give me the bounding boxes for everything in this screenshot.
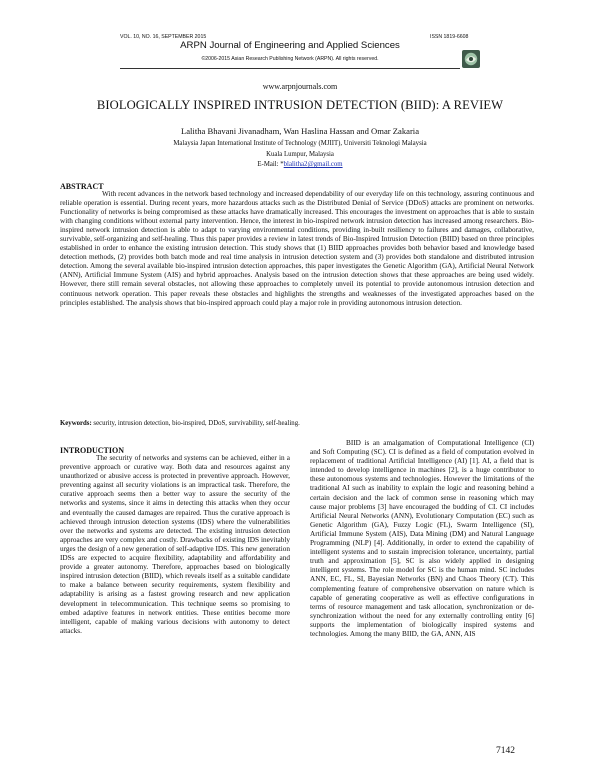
abstract-heading: ABSTRACT <box>60 182 104 191</box>
header-rule <box>120 68 460 69</box>
keywords-line <box>60 420 534 427</box>
abstract-body: With recent advances in the network based technology and increased dependability of our everyday life on this technology, assuring continuous and reliable operation is essential. During recent years, more hazardous attacks such as the Distributed Denial of Service (DDoS) attacks are prominent on networks. Functionality of networks is being compromised as these attacks have dramatically increased. This encourages the investment on approaches that is able to sustain with changing conditions without external party intervention. Hence, the interest in bio-inspired network intrusion detection has increased among researchers. Bio-inspired network intrusion detection is able to adapt to varying environmental conditions, providing in-built resiliency to failures and damages, collaborative, survivable, self-organizing and self-healing. Thus this paper provides a review in latest trends of Bio-Inspired Intrusion Detection (BIID) based on three principles established in order to enhance the existing intrusion detection. This study shows that (1) BIID approaches provides both behavior based and knowledge based detection methods, (2) provides both batch mode and real time analysis in intrusion detection system and (3) provides both standalone and distributed intrusion detection. Among the several available bio-inspired intrusion detection approaches, this paper investigates the Genetic Algorithm (GA), Artificial Neural Network (ANN), Artificial Immune System (AIS) and hybrid approaches. Analysis based on the intrusion detection shows that these approaches are being used widely. However, there still remain several obstacles, not allowing these approaches to completely unveil its potential to provide autonomous intrusion detection and continuous network operation. This paper reveals these obstacles and highlights the strengths and weaknesses of the investigated approaches based on the principles established. The analysis shows that bio-inspired approach could play a major role in providing autonomous intrusion detection. <box>60 190 534 307</box>
journal-website: www.arpnjournals.com <box>262 82 338 91</box>
introduction-heading: INTRODUCTION <box>60 446 125 455</box>
affiliation-institute: Malaysia Japan International Institute of Technology (MJIIT), Universiti Teknologi Malaysia <box>173 140 427 147</box>
journal-name: ARPN Journal of Engineering and Applied Sciences <box>180 40 400 51</box>
introduction-right-column: BIID is an amalgamation of Computational Intelligence (CI) and Soft Computing (SC). CI is defined as a field of computation evolved in replacement of traditional Artificial Intelligence (AI) [1]. AI, a field that is intended to develop intelligence in machines [2], is a huge contributor to these autonomous systems and technologies. However the limitations of the traditional AI such as inability to explain the logic and reasoning behind a certain decision and the lack of common sense in reasoning which may cause major problems [3] have encouraged the budding of CI. CI includes Artificial Neural Networks (ANN), Evolutionary Computation (EC) such as Genetic Algorithm (GA), Fuzzy Logic (FL), Swarm Intelligence (SI), Artificial Immune System (AIS), Data Mining (DM) and Natural Language Programming (NLP) [4]. Additionally, in order to extend the capability of intelligent systems and to sustain imprecision tolerance, uncertainty, partial truth and approximation [5], SC is also widely applied in designing intelligent systems. The role model for SC is the human mind. SC includes ANN, EC, FL, SI, Bayesian Networks (BN) and Chaos Theory (CT). This complementing feature of comprehensive observation on nature which is capable of generating cooperative as well as effective configurations in terms of resource management and task allocation, synchronization or de-synchronization without the need for any externally controlling entity [6] supports the implementation of biologically inspired systems and technologies. Among the many BIID, the GA, ANN, AIS <box>310 439 534 638</box>
page-number: 7142 <box>496 746 515 756</box>
issn-line: ISSN 1819-6608 <box>430 34 469 40</box>
keywords-text: security, intrusion detection, bio-inspired, DDoS, survivability, self-healing. <box>91 420 300 427</box>
paper-title: BIOLOGICALLY INSPIRED INTRUSION DETECTION (BIID): A REVIEW <box>96 98 504 112</box>
keywords-label: Keywords: <box>60 420 92 427</box>
email-label: E-Mail: * <box>257 161 284 168</box>
introduction-left-column: The security of networks and systems can be achieved, either in a preventive approach or curative way. Both data and resources against any unauthorized or abusive access is protected in preventive approach. However, preventing against all security violations is an impractical task. Therefore, the curative approach seems then a better way to assure the security of the networks and systems, since it aims in detecting this attacks when they occur and eventually the caused damages are repaired. Thus the curative approach is achieved through intrusion detection systems (IDS) where the vulnerabilities over the networks and systems are detected. The existing intrusion detection approaches are very complex and costly. Drawbacks of existing IDS inevitably urges the design of a new generation of self-adaptive IDS. This new generation IDSs are expected to acquire flexibility, adaptability and affordability and provide a greater autonomy. Therefore, approaches based on biologically inspired intrusion detection (BIID), which reveals itself as a suitable candidate to make a balance between security requirements, system flexibility and adaptability is arising as a fastest growing research and new application development in telecommunication. This technique seems so promising to embed adaptive features in network entities. These entities become more intelligent, capable of making various decisions with autonomy to detect attacks. <box>60 454 290 635</box>
journal-logo-icon <box>462 50 480 68</box>
affiliation-location: Kuala Lumpur, Malaysia <box>266 151 334 158</box>
volume-issue-line: VOL. 10, NO. 16, SEPTEMBER 2015 <box>120 34 207 40</box>
copyright-line: ©2006-2015 Asian Research Publishing Network (ARPN). All rights reserved. <box>201 56 379 62</box>
corresponding-email <box>40 161 560 168</box>
author-list: Lalitha Bhavani Jivanadham, Wan Haslina Hassan and Omar Zakaria <box>180 126 420 136</box>
email-link[interactable]: blalitha2@gmail.com <box>283 161 343 168</box>
